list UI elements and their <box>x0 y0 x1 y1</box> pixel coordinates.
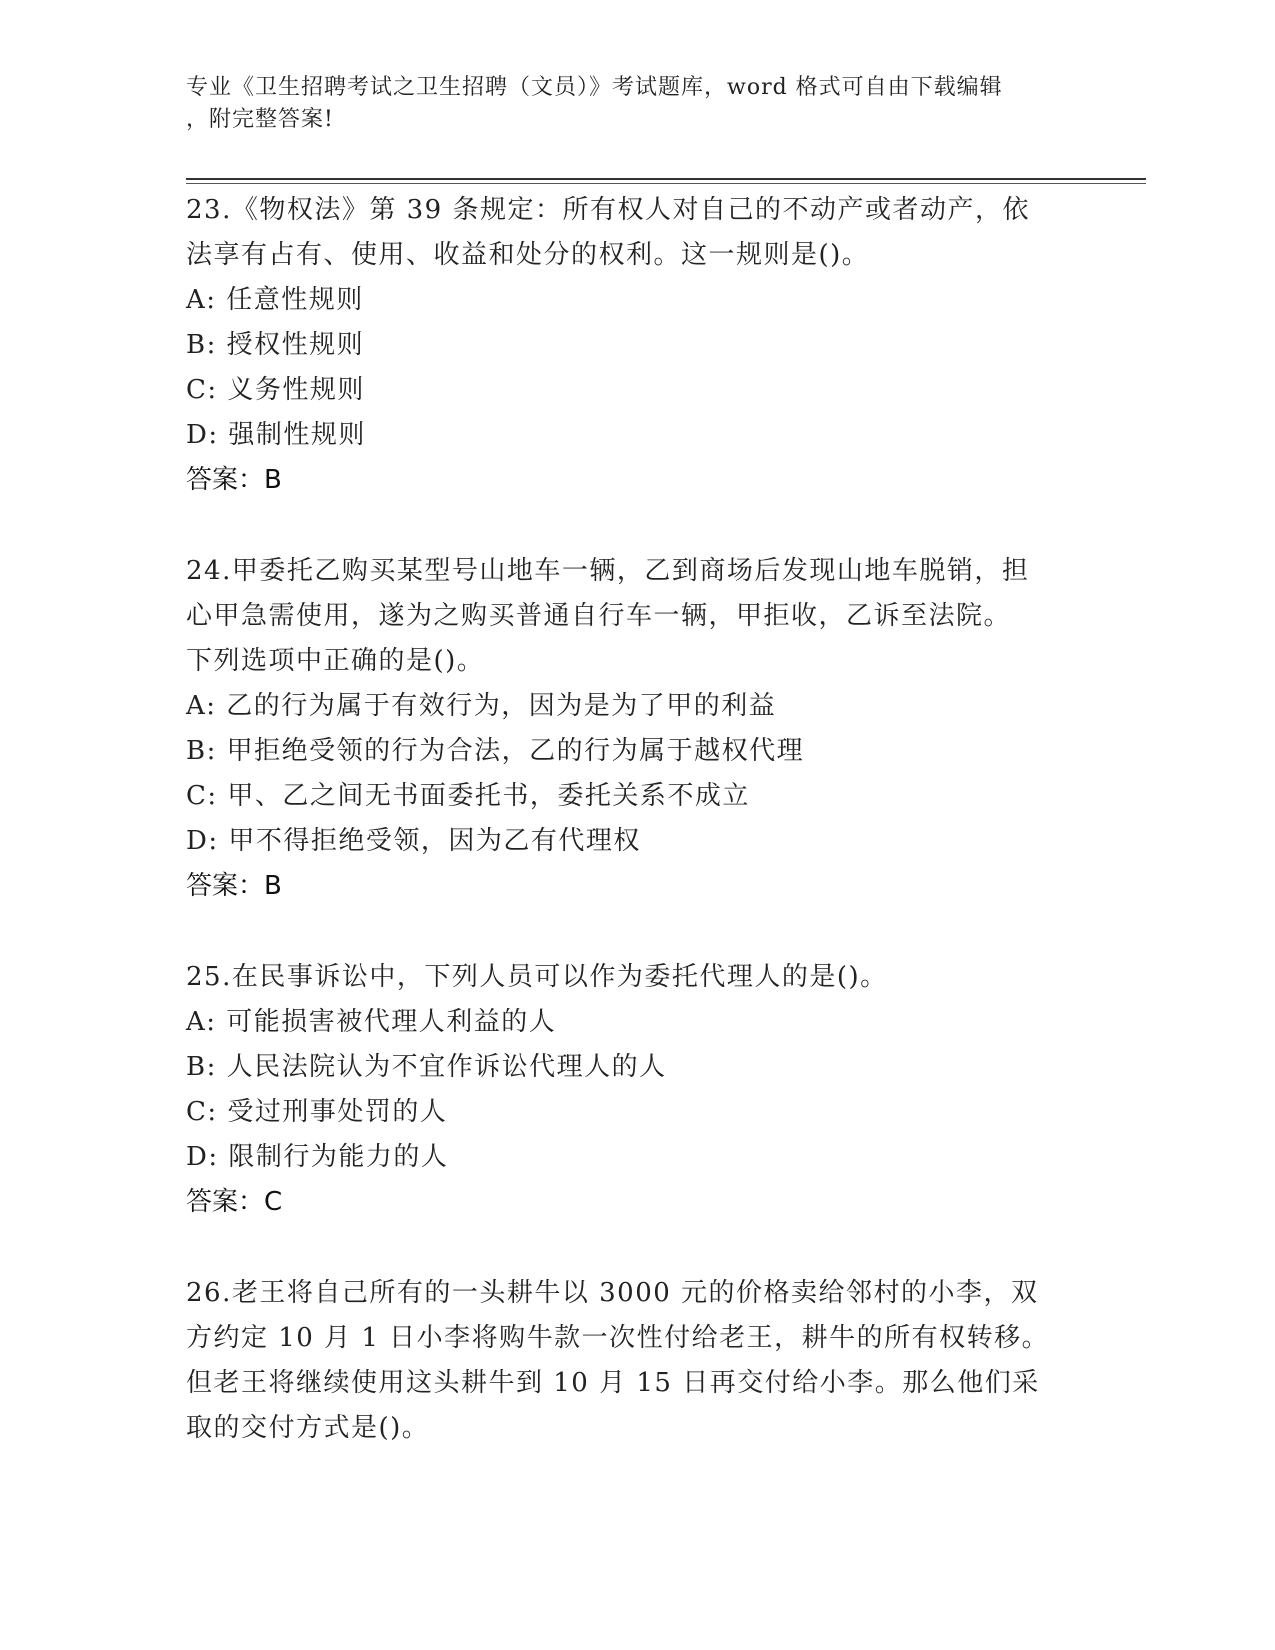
question-stem-line: 但老王将继续使用这头耕牛到 10 月 15 日再交付给小李。那么他们采 <box>186 1368 1040 1398</box>
question-stem-line: 23.《物权法》第 39 条规定：所有权人对自己的不动产或者动产，依 <box>186 195 1030 225</box>
answer-line: 答案：B <box>186 871 282 901</box>
question-stem-line: 下列选项中正确的是()。 <box>186 646 485 676</box>
option-c: C: 义务性规则 <box>186 375 365 405</box>
answer-line: 答案：C <box>186 1187 283 1217</box>
question-stem-line: 25.在民事诉讼中，下列人员可以作为委托代理人的是()。 <box>186 962 888 992</box>
option-a: A: 可能损害被代理人利益的人 <box>186 1007 557 1037</box>
header-divider-thin <box>186 183 1146 184</box>
header-line-2: ，附完整答案! <box>186 107 334 132</box>
option-c: C: 甲、乙之间无书面委托书，委托关系不成立 <box>186 781 750 811</box>
question-stem-line: 法享有占有、使用、收益和处分的权利。这一规则是()。 <box>186 240 870 270</box>
question-spacer <box>186 1225 1126 1271</box>
header-divider-thick <box>186 178 1146 180</box>
option-b: B: 甲拒绝受领的行为合法，乙的行为属于越权代理 <box>186 736 805 766</box>
option-d: D: 强制性规则 <box>186 420 366 450</box>
question-stem-line: 方约定 10 月 1 日小李将购牛款一次性付给老王，耕牛的所有权转移。 <box>186 1323 1050 1353</box>
option-b: B: 人民法院认为不宜作诉讼代理人的人 <box>186 1052 667 1082</box>
option-c: C: 受过刑事处罚的人 <box>186 1097 448 1127</box>
question-24 <box>186 549 1126 909</box>
question-spacer <box>186 909 1126 955</box>
option-d: D: 限制行为能力的人 <box>186 1142 449 1172</box>
question-stem-line: 24.甲委托乙购买某型号山地车一辆，乙到商场后发现山地车脱销，担 <box>186 556 1030 586</box>
answer-line: 答案：B <box>186 465 282 495</box>
question-stem-line: 26.老王将自己所有的一头耕牛以 3000 元的价格卖给邻村的小李，双 <box>186 1278 1039 1308</box>
header-line-1: 专业《卫生招聘考试之卫生招聘（文员）》考试题库，word 格式可自由下载编辑 <box>186 75 1003 100</box>
question-spacer <box>186 503 1126 549</box>
option-b: B: 授权性规则 <box>186 330 365 360</box>
question-26 <box>186 1271 1126 1451</box>
question-23 <box>186 188 1126 503</box>
option-a: A: 乙的行为属于有效行为，因为是为了甲的利益 <box>186 691 777 721</box>
question-stem-line: 取的交付方式是()。 <box>186 1413 430 1443</box>
question-25 <box>186 955 1126 1225</box>
question-stem-line: 心甲急需使用，遂为之购买普通自行车一辆，甲拒收，乙诉至法院。 <box>186 601 1012 631</box>
option-a: A: 任意性规则 <box>186 285 364 315</box>
question-list <box>186 188 1126 1451</box>
option-d: D: 甲不得拒绝受领，因为乙有代理权 <box>186 826 641 856</box>
document-header <box>186 72 1086 136</box>
